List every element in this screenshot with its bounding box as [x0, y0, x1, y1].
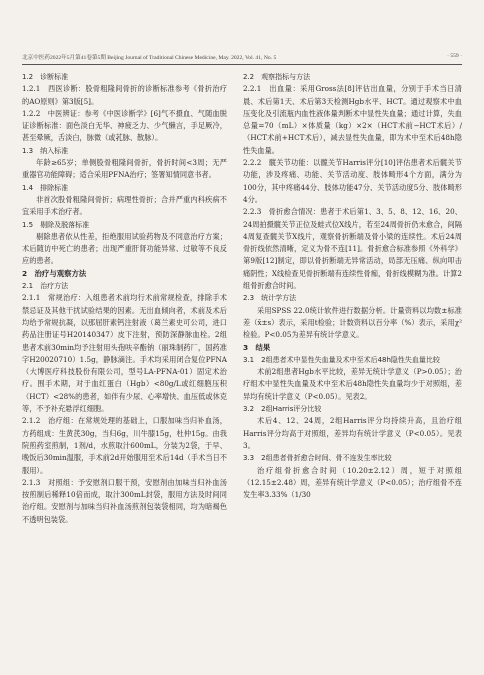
- paragraph: 治疗组骨折愈合时间（10.20±2.12）周，短于对照组（12.15±2.48）周，差异有统计学意义（P<0.05）；治疗组骨不连发生率3.33%（1/30: [243, 465, 462, 500]
- subsection-heading: 1.5 剔除及脱落标准: [22, 220, 90, 229]
- page-number: · 559 ·: [447, 53, 462, 59]
- subsection-heading: 3.3 2组患者骨折愈合时间、骨不连发生率比较: [243, 454, 392, 463]
- paragraph: 剔除患者依从性差，拒绝服用试验药物及不同意治疗方案；术后随访中死亡的患者；出现严重肝肾功能异常、过敏等不良反应的患者。: [22, 231, 227, 266]
- paragraph: 1.2.2 中医辨证：参考《中医诊断学》[6]气不摄血、气随血脱证诊断标准：面色淡白无华、神疲乏力、少气懒言，手足厥冷，甚至晕厥，舌淡白，脉微（或芤脉、散脉）。: [22, 108, 227, 143]
- subsection-heading: 1.2 诊断标准: [22, 73, 69, 81]
- left-column: [22, 71, 227, 526]
- paragraph: 2.1.3 对照组：予安慰剂口服干预，安慰剂由加味当归补血汤按煎制后稀释10倍而成，取汁300mL封袋，服用方法及时间同治疗组。安慰剂与加味当归补血汤煎剂包装袋相同，均为暗褐色不透明包装袋。: [22, 477, 227, 524]
- paragraph: 2.1.2 治疗组：在常规处理的基础上，口服加味当归补血汤，方药组成：生黄芪30g，当归6g，川牛膝15g，杜仲15g。由我院煎药室煎制，1剂/d，水煎取汁600mL，分装为2袋，于早、晚饭后30min温服，手术前2d开始服用至术后14d（手术当日不服用）。: [22, 416, 227, 475]
- subsection-heading: 2.2 观察指标与方法: [243, 73, 311, 81]
- right-column: [243, 71, 462, 501]
- paragraph: 2.2.2 髋关节功能：以髋关节Harris评分[10]评估患者术后髋关节功能，涉及疼痛、功能、关节活动度、肢体畸形4个方面，满分为100分，其中疼痛44分、肢体功能47分、关节活动度5分、肢体畸形4分。: [243, 158, 462, 204]
- subsection-heading: 1.4 排除标准: [22, 183, 69, 192]
- paragraph: 2.2.1 出血量：采用Gross法[8]评估出血量，分别于手术当日清晨、术后第1天、术后第3天检测Hgb水平、HCT。通过观察术中血压变化及引流瓶内血性液体量判断术中显性失血量；通过计算，失血总量=70（mL）×体质量（kg）×2×（HCT术前−HCT术后）/（HCT术前+HCT术后），减去显性失血量，即为术中至术后48h隐性失血量。: [243, 84, 462, 155]
- paragraph: 2.2.3 骨折愈合情况：患者于术后第1、3、5、8、12、16、20、24周拍摄髋关节正位及蛙式位X线片，若至24周骨折仍未愈合，间隔4周复查髋关节X线片，观察骨折断端及骨小梁的连续性。术后24周骨折线依然清晰，定义为骨不连[11]。骨折愈合标准参照《外科学》第9版[12]制定，即以骨折断端无异常活动，局部无压痛、纵向叩击痛阴性；X线检查见骨折断端有连续性骨痂，骨折线模糊为准。计算2组骨折愈合时间。: [243, 207, 462, 291]
- paragraph: 2.1.1 常规治疗：入组患者术前均行术前常规检查，排除手术禁忌证及其他干扰试验结果的因素。无出血倾向者，术前及术后均给予常规抗凝，以那屈肝素钙注射液（葛兰素史可公司，进口药品注册证号H20140347）皮下注射，预防深静脉血栓。2组患者术前30min均予注射用头孢呋辛酯钠（丽珠制药厂，国药准字H20020710）1.5g，静脉滴注。手术均采用闭合复位PFNA（大博医疗科技股份有限公司，型号LA-PFNA-01）固定术治疗。围手术期，对于血红蛋白（Hgb）<80g/L或红细胞压积（HCT）<28%的患者，如伴有少尿、心率增快、血压低或休克等，不予补充悬浮红细胞。: [22, 293, 227, 414]
- subsection-heading: 3.2 2组Harris评分比较: [243, 405, 322, 414]
- running-header: [22, 53, 462, 64]
- subsection-heading: 3.1 2组患者术中显性失血量及术中至术后48h隐性失血量比较: [243, 355, 440, 364]
- paragraph: 术后4、12、24周，2组Harris评分均持续升高，且治疗组Harris评分均高于对照组，差异均有统计学意义（P<0.05）。见表3。: [243, 416, 462, 450]
- header-rule: [22, 64, 462, 65]
- journal-citation: 北京中医药2022年5月第41卷第5期 Beijing Journal of Traditional Chinese Medicine, May. 2022, Vol. 41, No. 5: [22, 55, 277, 61]
- subsection-heading: 2.3 统计学方法: [243, 294, 297, 303]
- paragraph: 非首次股骨粗隆间骨折；病理性骨折；合并严重内科疾病不宜采用手术治疗者。: [22, 194, 227, 217]
- paragraph: 1.2.1 西医诊断：股骨粗隆间骨折的诊断标准参考《骨折治疗的AO原则》第3版[5]。: [22, 84, 227, 106]
- paragraph: 采用SPSS 22.0统计软件进行数据分析。计量资料以均数±标准差（x̄±s）表示，采用t检验；计数资料以百分率（%）表示，采用χ²检验。P<0.05为差异有统计学意义。: [243, 305, 462, 340]
- subsection-heading: 1.3 纳入标准: [22, 146, 69, 155]
- paragraph: 术前2组患者Hgb水平比较，差异无统计学意义（P>0.05）；治疗组术中显性失血量及术中至术后48h隐性失血量均少于对照组，差异均有统计学意义（P<0.05）。见表2。: [243, 367, 462, 401]
- section-heading: 3 结果: [243, 342, 271, 352]
- subsection-heading: 2.1 治疗方法: [22, 282, 69, 291]
- section-heading: 2 治疗与观察方法: [22, 268, 87, 278]
- paragraph: 年龄≥65岁；单侧股骨粗隆间骨折，骨折时间<3周；无严重器官功能障碍；适合采用PFNA治疗；签署知情同意书者。: [22, 158, 227, 180]
